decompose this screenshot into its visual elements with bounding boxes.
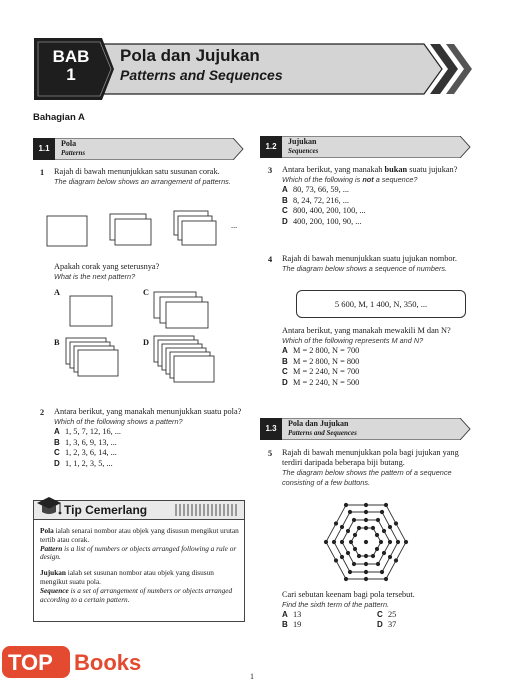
bab-number: 1	[66, 65, 76, 84]
svg-text:Books: Books	[74, 650, 142, 675]
tip-jujukan-en: Sequence is a set of arrangement of numbers or objects arranged according to a certain pattern.	[40, 585, 233, 604]
option-label-b: B	[54, 338, 60, 347]
question-number: 1	[40, 168, 45, 177]
bab-label: BAB	[52, 47, 90, 66]
tip-stripes	[175, 504, 241, 516]
answer-option: D M = 2 240, N = 500	[282, 377, 360, 387]
answer-option: D 1, 1, 2, 3, 5, ...	[54, 458, 113, 468]
tip-jujukan-ms: Jujukan ialah set susunan nombor atau objek yang disusun mengikut suatu pola.	[40, 568, 214, 586]
answer-option: D 37	[377, 620, 397, 630]
button-dot	[348, 510, 352, 514]
question-number: 2	[40, 408, 45, 417]
button-dot	[364, 503, 368, 507]
button-dot	[340, 540, 344, 544]
answer-option: D 400, 200, 100, 90, ...	[282, 216, 362, 226]
button-dot	[364, 562, 368, 566]
button-dot	[388, 525, 392, 529]
button-dot	[340, 555, 344, 559]
section-header-1-3	[260, 418, 472, 440]
button-dot	[375, 533, 379, 537]
answer-option: C 800, 400, 200, 100, ...	[282, 206, 366, 216]
number-sequence: 5 600, M, 1 400, N, 350, ...	[334, 299, 428, 309]
page-number: 1	[250, 672, 254, 681]
option-c-figure	[150, 290, 222, 336]
option-label-d: D	[143, 338, 149, 347]
button-dot	[346, 529, 350, 533]
question-text-en: The diagram below shows the pattern of a sequence consisting of a few buttons.	[282, 468, 452, 487]
button-dot	[352, 562, 356, 566]
button-dot	[404, 540, 408, 544]
button-dot	[384, 503, 388, 507]
section-header-1-1	[33, 138, 245, 160]
tip-title: Tip Cemerlang	[64, 503, 148, 517]
question-ask-ms: Antara berikut, yang manakah mewakili M dan N?	[282, 326, 451, 335]
answer-option: B 19	[282, 620, 302, 630]
button-dot	[394, 521, 398, 525]
question-text-en: The diagram below shows an arrangement of patterns.	[54, 177, 231, 187]
answer-option: B 8, 24, 72, 216, ...	[282, 195, 350, 205]
button-dot	[353, 533, 357, 537]
section-title-en: Sequences	[288, 146, 319, 155]
question-ask-en: Which of the following represents M and N?	[282, 336, 424, 346]
button-dot	[332, 540, 336, 544]
button-hexagon-figure	[316, 500, 416, 584]
question-number: 5	[268, 449, 273, 458]
section-number: 1.3	[265, 424, 277, 433]
question-text-ms: Rajah di bawah menunjukkan satu susunan corak.	[54, 167, 220, 176]
button-dot	[384, 577, 388, 581]
button-dot	[379, 540, 383, 544]
pattern-sequence-figure	[42, 210, 242, 255]
question-text-ms: Antara berikut, yang manakah menunjukkan suatu pola?	[54, 407, 242, 416]
question-ask-ms: Apakah corak yang seterusnya?	[54, 262, 160, 271]
section-number: 1.1	[38, 144, 50, 153]
answer-option: A 1, 5, 7, 12, 16, ...	[54, 427, 122, 437]
button-dot	[375, 547, 379, 551]
answer-option: A 13	[282, 610, 302, 619]
section-number: 1.2	[265, 142, 277, 151]
section-header-1-2	[260, 136, 472, 158]
answer-option: B M = 2 800, N = 800	[282, 356, 360, 366]
watermark-logo	[0, 642, 150, 682]
answer-option: C M = 2 240, N = 700	[282, 367, 360, 377]
option-label-c: C	[143, 288, 149, 297]
part-heading: Bahagian A	[33, 112, 85, 123]
section-title-ms: Pola dan Jujukan	[288, 419, 349, 428]
watermark-logo-shape	[0, 642, 150, 682]
button-dot	[352, 518, 356, 522]
button-dot	[348, 570, 352, 574]
question-ask-en: Find the sixth term of the pattern.	[282, 600, 390, 610]
section-title-ms: Jujukan	[288, 137, 317, 146]
button-dot	[388, 540, 392, 544]
button-dot	[346, 551, 350, 555]
option-label-a: A	[54, 288, 60, 297]
question-text-ms: Rajah di bawah menunjukkan suatu jujukan nombor.	[282, 254, 457, 263]
button-dot	[380, 510, 384, 514]
chapter-banner	[32, 36, 472, 102]
question-text-en: Which of the following shows a pattern?	[54, 417, 183, 427]
tip-pola-ms: Pola ialah senarai nombor atau objek yang disusun mengikut urutan tertib atau corak.	[40, 526, 239, 544]
button-dot	[371, 526, 375, 530]
button-dot	[376, 518, 380, 522]
answer-option: C 1, 2, 3, 6, 14, ...	[54, 448, 117, 458]
button-dot	[353, 547, 357, 551]
button-dot	[344, 577, 348, 581]
button-dot	[334, 558, 338, 562]
question-ask-en: What is the next pattern?	[54, 272, 136, 282]
button-dot	[394, 558, 398, 562]
button-dot	[357, 526, 361, 530]
graduation-cap-icon	[34, 492, 64, 522]
number-sequence-box	[296, 290, 466, 318]
answer-option: A 80, 73, 66, 59, ...	[282, 185, 350, 195]
option-b-figure	[62, 336, 136, 386]
button-dot	[382, 551, 386, 555]
button-dot	[376, 562, 380, 566]
button-dot	[364, 540, 368, 544]
svg-text:TOP: TOP	[8, 650, 53, 675]
option-d-figure	[150, 334, 224, 396]
button-dot	[344, 503, 348, 507]
question-number: 3	[268, 166, 273, 175]
button-dot	[364, 526, 368, 530]
button-dot	[334, 521, 338, 525]
question-ask-ms: Cari sebutan keenam bagi pola tersebut.	[282, 590, 415, 599]
question-number: 4	[268, 255, 273, 264]
answer-option: B 1, 3, 6, 9, 13, ...	[54, 437, 117, 447]
question-text-en: Which of the following is not a sequence?	[282, 175, 418, 185]
tip-body	[40, 527, 240, 604]
section-title-en: Patterns and Sequences	[288, 428, 357, 437]
button-dot	[364, 510, 368, 514]
section-title-ms: Pola	[61, 139, 77, 148]
sequence-ellipsis: ...	[231, 221, 238, 230]
button-dot	[382, 529, 386, 533]
answer-option: C 25	[377, 610, 397, 619]
button-dot	[380, 570, 384, 574]
button-dot	[364, 518, 368, 522]
button-dot	[364, 570, 368, 574]
button-dot	[349, 540, 353, 544]
button-dot	[388, 555, 392, 559]
chapter-title-ms: Pola dan Jujukan	[120, 46, 260, 65]
button-dot	[364, 577, 368, 581]
question-text-en: The diagram below shows a sequence of numbers.	[282, 264, 448, 274]
button-dot	[324, 540, 328, 544]
button-dot	[357, 554, 361, 558]
tip-pola-en: Pattern is a list of numbers or objects arranged following a rule or design.	[40, 543, 237, 562]
chapter-title-en: Patterns and Sequences	[120, 67, 283, 83]
section-title-en: Patterns	[61, 148, 86, 157]
button-dot	[371, 554, 375, 558]
option-a-figure	[64, 290, 120, 332]
button-dot	[396, 540, 400, 544]
button-dot	[340, 525, 344, 529]
button-dot	[364, 554, 368, 558]
question-text-ms: Rajah di bawah menunjukkan pola bagi jujukan yang terdiri daripada beberapa biji butang.	[282, 448, 459, 468]
answer-option: A M = 2 800, N = 700	[282, 346, 360, 356]
question-text-ms: Antara berikut, yang manakah bukan suatu jujukan?	[282, 165, 458, 174]
